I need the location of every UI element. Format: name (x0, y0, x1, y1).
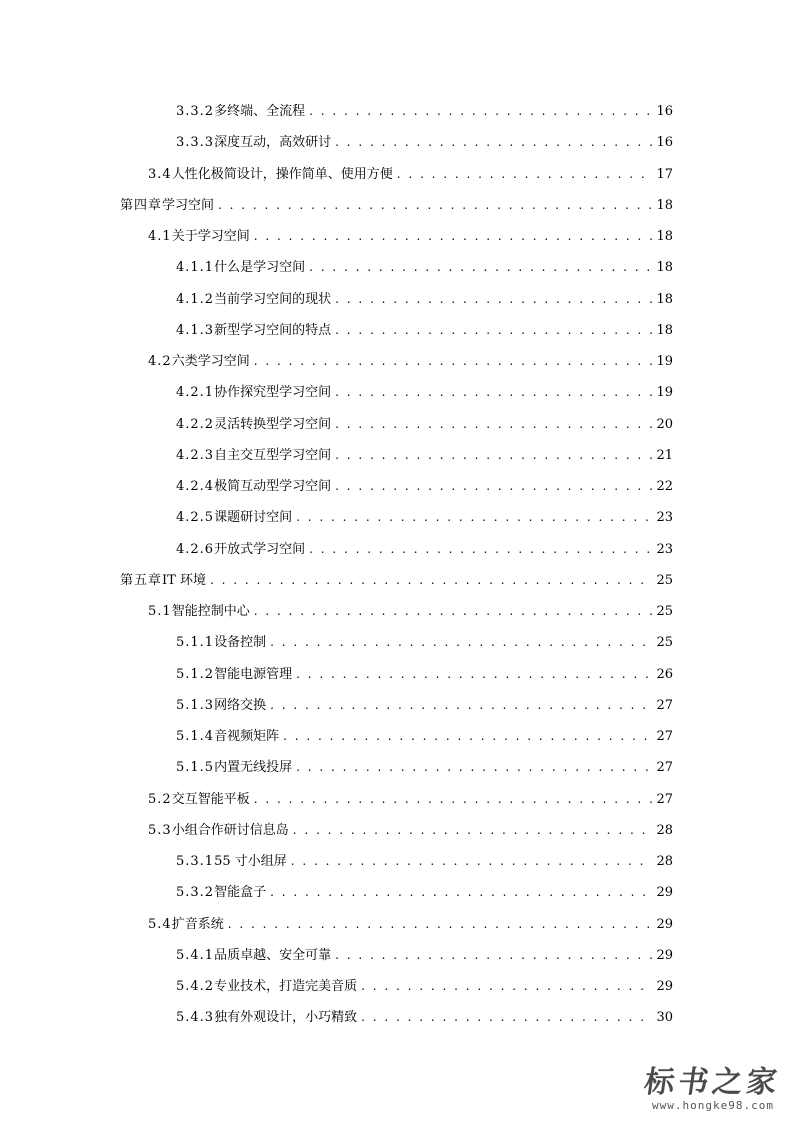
toc-entry-number: 5.4.2 (176, 979, 215, 994)
toc-entry-title: 智能控制中心 (171, 604, 250, 619)
toc-entry-title: 多终端、全流程 (214, 104, 306, 119)
toc-entry[interactable] (176, 131, 673, 153)
toc-entry-title: 课题研讨空间 (214, 510, 293, 526)
toc-entry-number: 3.3.3 (176, 135, 215, 151)
toc-entry-page: 19 (656, 385, 673, 401)
toc-entry-title: 设备控制 (214, 635, 267, 651)
toc-dot-leader (254, 600, 653, 622)
watermark (642, 1057, 783, 1112)
toc-entry[interactable] (148, 225, 673, 247)
toc-entry-title: 新型学习空间的特点 (214, 322, 332, 338)
toc-entry-page: 18 (656, 322, 673, 338)
toc-entry[interactable] (120, 569, 673, 591)
toc-dot-leader (291, 850, 653, 872)
toc-dot-leader (397, 163, 653, 185)
toc-entry-page: 25 (656, 604, 673, 619)
toc-entry-title: 极简互动型学习空间 (214, 479, 332, 494)
watermark-url: www.hongke98.com (652, 1099, 774, 1112)
toc-entry[interactable] (176, 381, 673, 403)
toc-entry[interactable] (176, 756, 673, 778)
toc-entry-number: 4.1.2 (176, 291, 215, 307)
toc-entry-number: 4.2.6 (176, 541, 215, 557)
toc-entry-page: 23 (656, 541, 673, 557)
toc-entry-page: 18 (656, 229, 673, 244)
toc-dot-leader (270, 694, 652, 716)
toc-entry[interactable] (176, 413, 673, 435)
watermark-logo: 标书之家 (642, 1065, 783, 1100)
toc-entry-page: 18 (656, 291, 673, 307)
toc-entry-number: 4.2.3 (176, 447, 215, 463)
toc-entry-title: 开放式学习空间 (214, 541, 306, 557)
toc-entry-title: 深度互动，高效研讨 (214, 135, 332, 151)
toc-dot-leader (335, 444, 652, 466)
toc-entry[interactable] (176, 475, 673, 497)
toc-entry[interactable] (176, 506, 673, 528)
toc-entry-title: 品质卓越、安全可靠 (214, 947, 332, 963)
toc-entry-number: 3.3.2 (176, 104, 215, 119)
toc-entry-title: 专业技术，打造完美音质 (214, 979, 358, 994)
toc-entry-page: 25 (656, 635, 673, 651)
toc-entry-number: 5.4 (148, 916, 172, 932)
toc-dot-leader (309, 256, 652, 278)
toc-entry-page: 27 (656, 729, 673, 744)
toc-entry-page: 25 (656, 572, 673, 588)
toc-entry-title: IT 环境 (162, 572, 206, 588)
toc-entry-page: 18 (656, 197, 673, 213)
toc-entry-title: 当前学习空间的现状 (214, 291, 332, 307)
toc-entry-title: 人性化极简设计，操作简单、使用方便 (171, 166, 393, 182)
toc-dot-leader (335, 381, 652, 403)
toc-entry-number: 4.1.1 (176, 260, 215, 276)
toc-dot-leader (335, 944, 652, 966)
toc-entry-page: 28 (656, 854, 673, 869)
toc-entry[interactable] (148, 788, 673, 810)
toc-entry[interactable] (176, 538, 673, 560)
toc-entry-title: 关于学习空间 (171, 229, 250, 244)
toc-entry-title: 协作探究型学习空间 (214, 385, 332, 401)
toc-dot-leader (296, 756, 652, 778)
toc-entry[interactable] (176, 881, 673, 903)
toc-entry[interactable] (176, 944, 673, 966)
toc-entry-page: 22 (656, 479, 673, 494)
toc-entry-number: 5.1.2 (176, 666, 215, 682)
toc-entry-title: 小组合作研讨信息岛 (171, 822, 289, 838)
toc-entry-title: 什么是学习空间 (214, 260, 306, 276)
toc-entry-title: 扩音系统 (171, 916, 224, 932)
toc-dot-leader (335, 319, 652, 341)
toc-entry[interactable] (176, 444, 673, 466)
toc-entry[interactable] (176, 1006, 673, 1028)
toc-dot-leader (254, 225, 653, 247)
toc-entry-title: 自主交互型学习空间 (214, 447, 332, 463)
toc-entry-page: 30 (656, 1010, 673, 1026)
toc-entry-page: 16 (656, 135, 673, 151)
toc-entry-number: 4.2 (148, 354, 172, 369)
toc-entry-page: 17 (656, 166, 673, 182)
toc-entry-number: 5.3.1 (176, 854, 215, 869)
toc-entry[interactable] (148, 913, 673, 935)
toc-entry-title: 音视频矩阵 (214, 729, 280, 744)
toc-entry-page: 19 (656, 354, 673, 369)
toc-dot-leader (270, 881, 652, 903)
toc-entry[interactable] (176, 100, 673, 122)
toc-entry[interactable] (148, 163, 673, 185)
toc-entry-title: 灵活转换型学习空间 (214, 416, 332, 432)
toc-entry-page: 27 (656, 697, 673, 713)
toc-entry-number: 5.2 (148, 791, 172, 807)
toc-dot-leader (335, 475, 652, 497)
toc-entry-number: 5.1 (148, 604, 172, 619)
toc-entry[interactable] (148, 600, 673, 622)
toc-entry-page: 16 (656, 104, 673, 119)
toc-dot-leader (296, 506, 652, 528)
toc-entry-page: 29 (656, 916, 673, 932)
toc-dot-leader (335, 288, 652, 310)
toc-dot-leader (270, 631, 652, 653)
toc-entry[interactable] (176, 725, 673, 747)
toc-dot-leader (361, 975, 652, 997)
toc-entry[interactable] (176, 694, 673, 716)
toc-entry-number: 3.4 (148, 166, 172, 182)
toc-entry-number: 5.3.2 (176, 885, 215, 901)
toc-dot-leader (309, 538, 652, 560)
toc-entry-page: 20 (656, 416, 673, 432)
toc-entry-number: 5.1.4 (176, 729, 215, 744)
toc-entry-title: 内置无线投屏 (214, 760, 293, 776)
toc-dot-leader (296, 663, 652, 685)
toc-entry[interactable] (176, 850, 673, 872)
toc-entry[interactable] (148, 350, 673, 372)
toc-dot-leader (335, 413, 652, 435)
toc-dot-leader (254, 788, 653, 810)
toc-entry-number: 4.2.4 (176, 479, 215, 494)
toc-entry-page: 26 (656, 666, 673, 682)
toc-entry-number: 5.1.5 (176, 760, 215, 776)
toc-entry-number: 5.1.1 (176, 635, 215, 651)
toc-entry-page: 29 (656, 979, 673, 994)
toc-entry-title: 交互智能平板 (171, 791, 250, 807)
toc-entry-number: 第五章 (120, 572, 163, 588)
toc-entry-number: 5.4.1 (176, 947, 215, 963)
toc-entry[interactable] (148, 819, 673, 841)
toc-entry-page: 29 (656, 947, 673, 963)
toc-entry[interactable] (176, 975, 673, 997)
toc-entry-number: 4.2.1 (176, 385, 215, 401)
toc-entry[interactable] (120, 194, 673, 216)
toc-entry-page: 27 (656, 791, 673, 807)
toc-dot-leader (283, 725, 652, 747)
toc-entry-number: 5.4.3 (176, 1010, 215, 1026)
toc-entry[interactable] (176, 631, 673, 653)
toc-entry-title: 智能电源管理 (214, 666, 293, 682)
toc-entry-number: 5.3 (148, 822, 172, 838)
toc-entry-number: 第四章 (120, 197, 163, 213)
toc-entry-page: 18 (656, 260, 673, 276)
toc-entry-title: 智能盒子 (214, 885, 267, 901)
toc-entry-page: 27 (656, 760, 673, 776)
toc-entry-title: 网络交换 (214, 697, 267, 713)
toc-dot-leader (293, 819, 653, 841)
toc-entry[interactable] (176, 663, 673, 685)
toc-dot-leader (228, 913, 653, 935)
toc-entry-number: 4.2.5 (176, 510, 215, 526)
toc-dot-leader (254, 350, 653, 372)
toc-entry-page: 23 (656, 510, 673, 526)
toc-entry-page: 28 (656, 822, 673, 838)
toc-dot-leader (218, 194, 652, 216)
toc-entry-number: 4.1 (148, 229, 172, 244)
toc-dot-leader (210, 569, 652, 591)
toc-entry-page: 21 (656, 447, 673, 463)
toc-entry-page: 29 (656, 885, 673, 901)
toc-entry-title: 学习空间 (162, 197, 215, 213)
toc-entry-number: 5.1.3 (176, 697, 215, 713)
toc-entry-title: 55 寸小组屏 (214, 854, 287, 869)
toc-entry-title: 六类学习空间 (171, 354, 250, 369)
toc-entry[interactable] (176, 256, 673, 278)
toc-dot-leader (335, 131, 652, 153)
toc-entry-number: 4.1.3 (176, 322, 215, 338)
toc-dot-leader (361, 1006, 652, 1028)
toc-dot-leader (309, 100, 652, 122)
toc-entry[interactable] (176, 288, 673, 310)
toc-entry-title: 独有外观设计，小巧精致 (214, 1010, 358, 1026)
toc-entry[interactable] (176, 319, 673, 341)
toc-entry-number: 4.2.2 (176, 416, 215, 432)
